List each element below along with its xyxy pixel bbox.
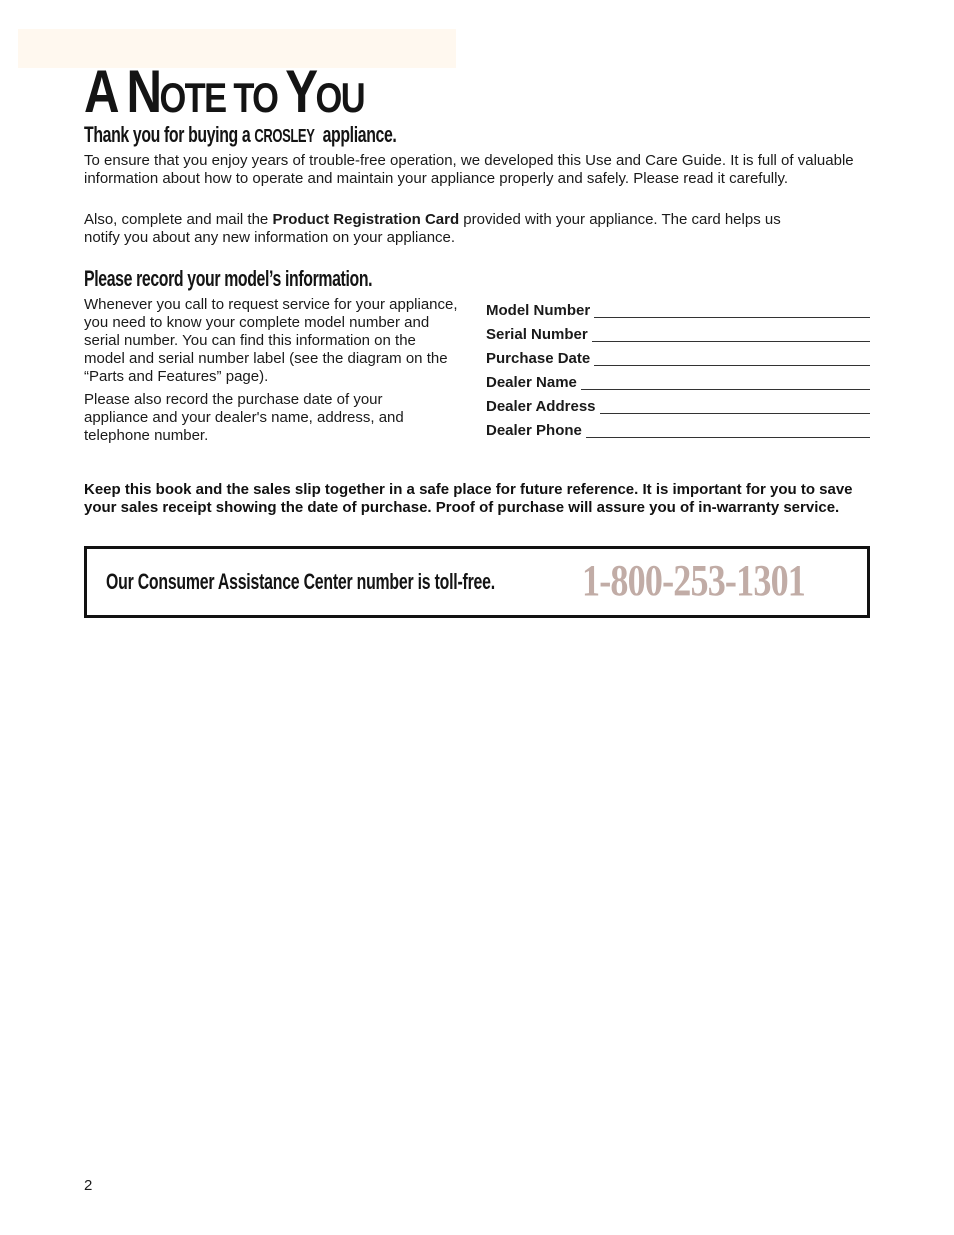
- fill-in-line: [594, 364, 870, 366]
- fill-in-line: [592, 340, 870, 342]
- fill-in-line: [600, 412, 871, 414]
- assistance-phone: 1-800-253-1301: [582, 556, 806, 605]
- field-dealer-address: Dealer Address: [486, 392, 870, 416]
- brand-name: CROSLEY: [254, 126, 315, 146]
- record-fields: [486, 296, 870, 440]
- fill-in-line: [594, 316, 870, 318]
- assistance-box: [84, 546, 870, 618]
- fill-in-line: [586, 436, 870, 438]
- field-model-number: Model Number: [486, 296, 870, 320]
- thanks-heading: Thank you for buying a CROSLEY appliance.: [84, 122, 397, 147]
- fill-in-line: [581, 388, 870, 390]
- field-purchase-date: Purchase Date: [486, 344, 870, 368]
- record-heading: Please record your model’s information.: [84, 266, 373, 291]
- page-number: 2: [84, 1177, 93, 1194]
- registration-paragraph: Also, complete and mail the Product Registration Card provided with your appliance. The card helps us notify you about any new information on your appliance.: [84, 211, 781, 246]
- keep-notice: Keep this book and the sales slip together in a safe place for future reference. It is important for you to save your sales receipt showing the date of purchase. Proof of purchase will assure you of in-warranty service.: [84, 481, 853, 516]
- intro-paragraph: To ensure that you enjoy years of trouble-free operation, we developed this Use and Care Guide. It is full of valuable information about how to operate and maintain your appliance properly and safely. Please read it carefully.: [84, 152, 854, 187]
- field-dealer-phone: Dealer Phone: [486, 416, 870, 440]
- page-title: A NOTE TO YOU: [84, 58, 364, 125]
- field-dealer-name: Dealer Name: [486, 368, 870, 392]
- assistance-text: Our Consumer Assistance Center number is toll-free.: [106, 569, 495, 594]
- record-paragraph-2: Please also record the purchase date of your appliance and your dealer's name, address, and telephone number.: [84, 391, 404, 444]
- field-serial-number: Serial Number: [486, 320, 870, 344]
- registration-card-label: Product Registration Card: [272, 211, 460, 228]
- record-paragraph-1: Whenever you call to request service for your appliance, you need to know your complete model number and serial number. You can find this information on the model and serial number label (see the diagram on the “Parts and Features” page).: [84, 296, 458, 385]
